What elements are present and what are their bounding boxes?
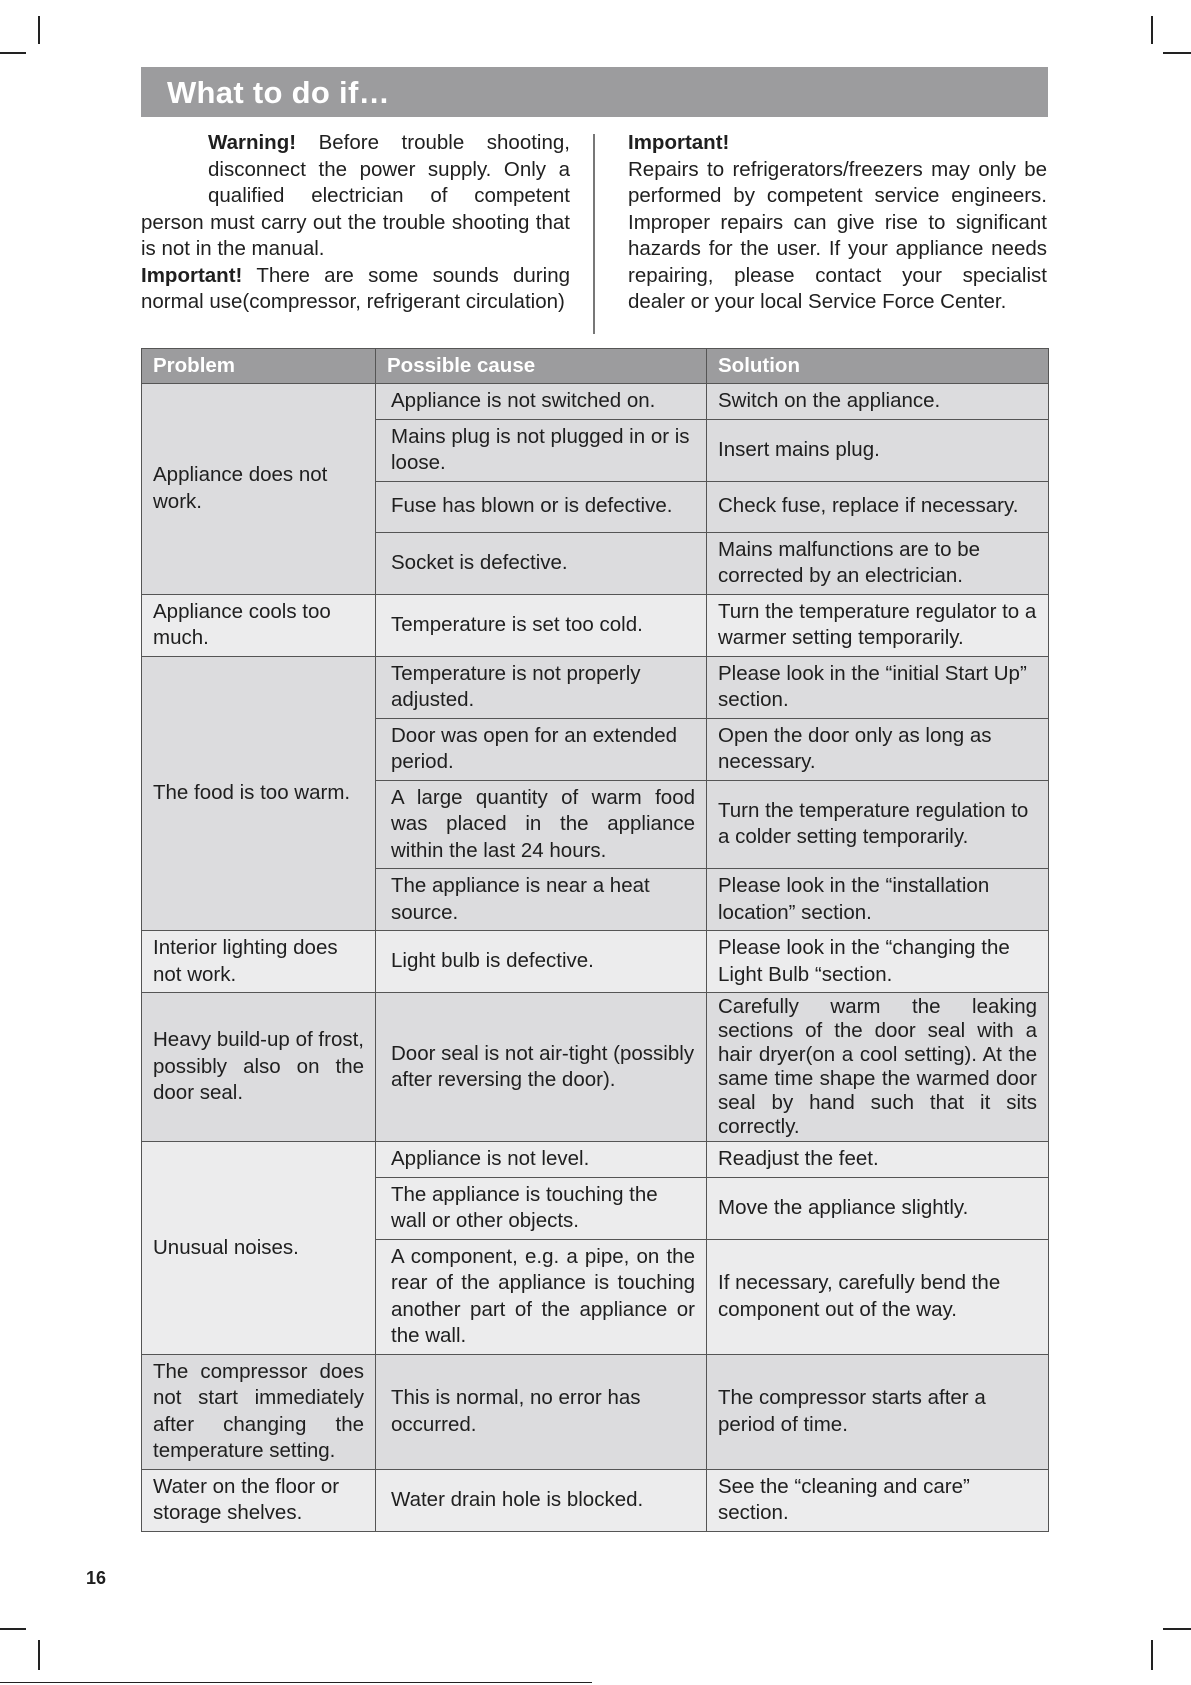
header-problem: Problem <box>142 349 376 384</box>
crop-mark <box>1163 52 1191 54</box>
warning-label-inline: Warning! <box>208 131 297 154</box>
table-row <box>142 1142 1049 1178</box>
important-text-2: Repairs to refrigerators/freezers may only be performed by competent service engineers. Improper repairs can give rise to significant hazards for the user. If your appliance needs repairing, please contact your specialist dealer or your local Service Force Center. <box>628 157 1047 313</box>
problem-cell: Appliance does not work. <box>142 384 376 595</box>
cause-cell: Socket is defective. <box>376 532 707 594</box>
intro-left-text <box>141 130 570 316</box>
table-row <box>142 993 1049 1142</box>
intro-right-text <box>628 130 1047 316</box>
important-label-1: Important! <box>141 263 243 287</box>
column-divider <box>593 134 595 334</box>
problem-cell: Heavy build-up of frost, possibly also on the door seal. <box>142 993 376 1142</box>
solution-cell: Check fuse, replace if necessary. <box>707 481 1049 532</box>
solution-cell: Move the appliance slightly. <box>707 1177 1049 1239</box>
solution-cell: Open the door only as long as necessary. <box>707 718 1049 780</box>
cause-cell: Light bulb is defective. <box>376 931 707 993</box>
table-row <box>142 656 1049 718</box>
table-header-row <box>142 349 1049 384</box>
cause-cell: The appliance is touching the wall or other objects. <box>376 1177 707 1239</box>
cause-cell: Appliance is not switched on. <box>376 384 707 420</box>
cause-cell: This is normal, no error has occurred. <box>376 1354 707 1469</box>
solution-cell: Turn the temperature regulator to a warmer setting temporarily. <box>707 594 1049 656</box>
cause-cell: Door seal is not air-tight (possibly after reversing the door). <box>376 993 707 1142</box>
crop-mark <box>38 1640 40 1670</box>
solution-cell: Please look in the “initial Start Up” section. <box>707 656 1049 718</box>
solution-cell: If necessary, carefully bend the component out of the way. <box>707 1239 1049 1354</box>
cause-cell: Water drain hole is blocked. <box>376 1469 707 1531</box>
solution-cell: Insert mains plug. <box>707 419 1049 481</box>
solution-cell: Readjust the feet. <box>707 1142 1049 1178</box>
crop-mark <box>38 16 40 44</box>
table-row <box>142 594 1049 656</box>
important-text-1: There are some sounds during normal use(compressor, refrigerant circulation) <box>141 263 570 313</box>
cause-cell: Fuse has blown or is defective. <box>376 481 707 532</box>
solution-cell: See the “cleaning and care” section. <box>707 1469 1049 1531</box>
crop-mark <box>0 52 26 54</box>
page-title: What to do if… <box>167 75 390 110</box>
cause-cell: A component, e.g. a pipe, on the rear of the appliance is touching another part of the appliance or the wall. <box>376 1239 707 1354</box>
cause-cell: The appliance is near a heat source. <box>376 869 707 931</box>
crop-mark <box>0 1628 26 1630</box>
cause-cell: A large quantity of warm food was placed in the appliance within the last 24 hours. <box>376 780 707 869</box>
problem-cell: The compressor does not start immediately after changing the temperature setting. <box>142 1354 376 1469</box>
crop-mark <box>1151 16 1153 44</box>
problem-cell: Interior lighting does not work. <box>142 931 376 993</box>
table-row <box>142 1469 1049 1531</box>
solution-cell: Please look in the “installation location” section. <box>707 869 1049 931</box>
header-solution: Solution <box>707 349 1049 384</box>
crop-mark <box>1151 1640 1153 1670</box>
problem-cell: The food is too warm. <box>142 656 376 931</box>
solution-cell: Please look in the “changing the Light Bulb “section. <box>707 931 1049 993</box>
solution-cell: Turn the temperature regulation to a colder setting temporarily. <box>707 780 1049 869</box>
problem-cell: Appliance cools too much. <box>142 594 376 656</box>
table-row <box>142 384 1049 420</box>
cause-cell: Temperature is set too cold. <box>376 594 707 656</box>
solution-cell: Mains malfunctions are to be corrected by an electrician. <box>707 532 1049 594</box>
section-header <box>141 67 1048 117</box>
cause-cell: Mains plug is not plugged in or is loose. <box>376 419 707 481</box>
header-cause: Possible cause <box>376 349 707 384</box>
problem-cell: Water on the floor or storage shelves. <box>142 1469 376 1531</box>
page-number: 16 <box>86 1568 107 1588</box>
problem-cell: Unusual noises. <box>142 1142 376 1355</box>
cause-cell: Appliance is not level. <box>376 1142 707 1178</box>
solution-cell: The compressor starts after a period of time. <box>707 1354 1049 1469</box>
table-row <box>142 1354 1049 1469</box>
crop-mark <box>1163 1628 1191 1630</box>
cause-cell: Temperature is not properly adjusted. <box>376 656 707 718</box>
solution-cell: Carefully warm the leaking sections of the door seal with a hair dryer(on a cool setting). At the same time shape the warmed door seal by hand such that it sits correctly. <box>707 993 1049 1142</box>
cause-cell: Door was open for an extended period. <box>376 718 707 780</box>
troubleshooting-table <box>141 348 1049 1532</box>
warning-text: Before trouble shooting, disconnect the power supply. Only a qualified electrician of competent person must carry out the trouble shooting that is not in the manual. <box>141 131 570 260</box>
bottom-rule <box>0 1682 592 1683</box>
important-label-2: Important! <box>628 131 730 154</box>
solution-cell: Switch on the appliance. <box>707 384 1049 420</box>
table-row <box>142 931 1049 993</box>
